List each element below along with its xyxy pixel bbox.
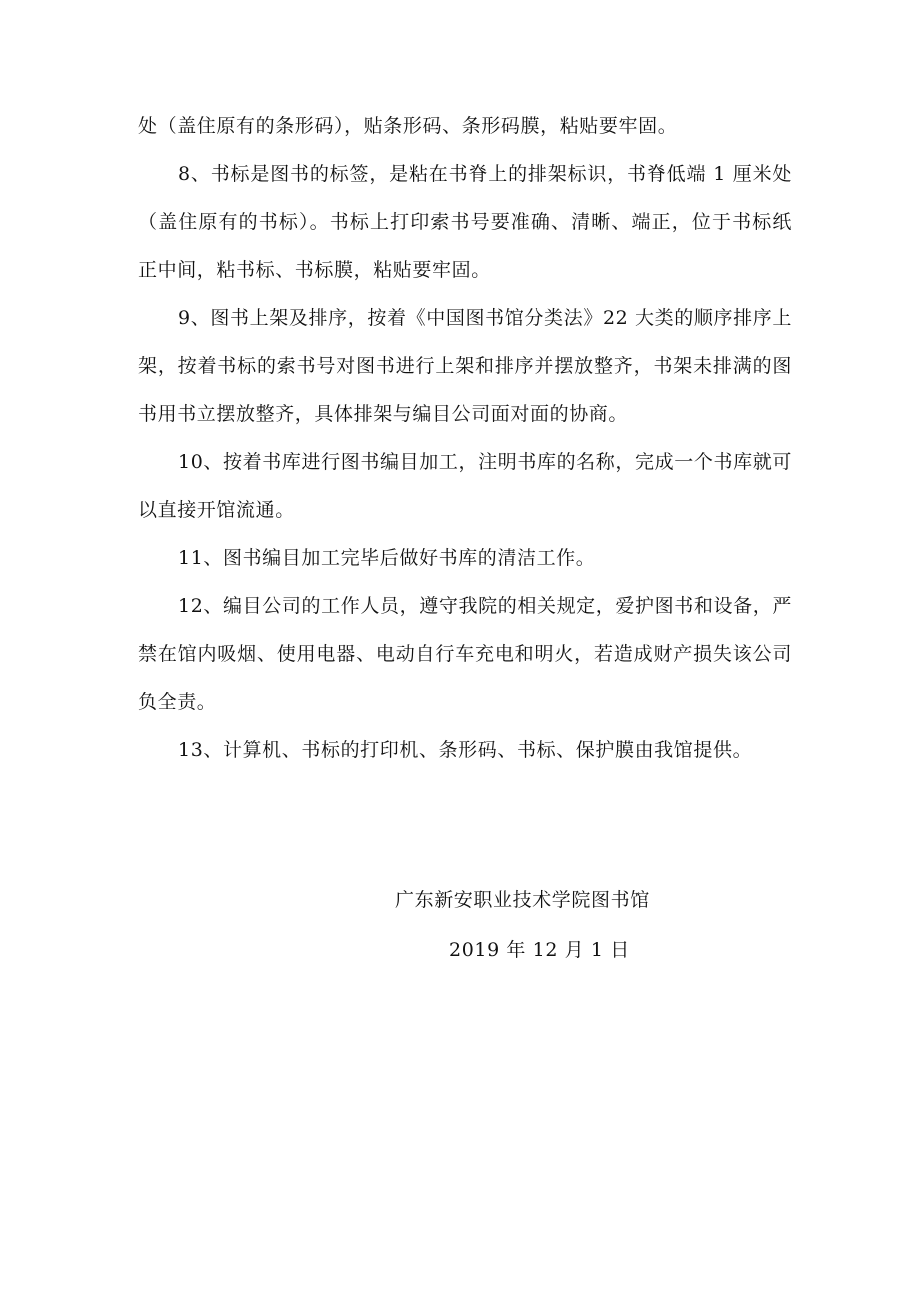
paragraph-7-continuation: 处（盖住原有的条形码），贴条形码、条形码膜，粘贴要牢固。 [138, 115, 678, 137]
signature-date: 2019 年 12 月 1 日 [449, 939, 630, 961]
paragraph-11: 11、图书编目加工完毕后做好书库的清洁工作。 [178, 547, 596, 569]
signature-organization: 广东新安职业技术学院图书馆 [395, 889, 650, 911]
paragraph-9: 9、图书上架及排序，按着《中国图书馆分类法》22 大类的顺序排序上架，按着书标的索书号对图书进行上架和排序并摆放整齐，书架未排满的图书用书立摆放整齐，具体排架与编目公司面对面的协商。 [138, 307, 792, 425]
paragraph-13: 13、计算机、书标的打印机、条形码、书标、保护膜由我馆提供。 [178, 739, 753, 761]
paragraph-8: 8、书标是图书的标签，是粘在书脊上的排架标识，书脊低端 1 厘米处（盖住原有的书标）。书标上打印索书号要准确、清晰、端正，位于书标纸正中间，粘书标、书标膜，粘贴要牢固。 [138, 163, 792, 281]
paragraph-10: 10、按着书库进行图书编目加工，注明书库的名称，完成一个书库就可以直接开馆流通。 [138, 451, 792, 521]
paragraph-12: 12、编目公司的工作人员，遵守我院的相关规定，爱护图书和设备，严禁在馆内吸烟、使用电器、电动自行车充电和明火，若造成财产损失该公司负全责。 [138, 595, 792, 713]
